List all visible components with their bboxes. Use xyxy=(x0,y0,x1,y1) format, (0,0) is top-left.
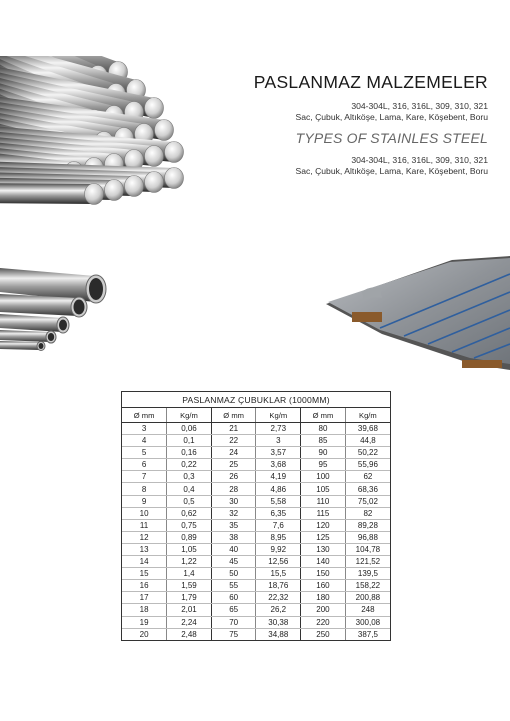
products-text: Sac, Çubuk, Altıköşe, Lama, Kare, Köşebent, Boru xyxy=(295,112,488,122)
diameter-cell: 16 xyxy=(122,580,167,592)
diameter-cell: 125 xyxy=(301,531,346,543)
weight-cell: 8,95 xyxy=(256,531,301,543)
diameter-header-3: Ø mm xyxy=(301,408,346,423)
products-text-2: Sac, Çubuk, Altıköşe, Lama, Kare, Köşebent, Boru xyxy=(295,166,488,176)
diameter-cell: 115 xyxy=(301,507,346,519)
grades-text: 304-304L, 316, 316L, 309, 310, 321 xyxy=(351,101,488,111)
diameter-cell: 40 xyxy=(211,543,256,555)
diameter-cell: 22 xyxy=(211,435,256,447)
diameter-cell: 90 xyxy=(301,447,346,459)
diameter-cell: 50 xyxy=(211,568,256,580)
diameter-cell: 32 xyxy=(211,507,256,519)
diameter-cell: 95 xyxy=(301,459,346,471)
pipes-image xyxy=(0,262,120,352)
diameter-cell: 38 xyxy=(211,531,256,543)
round-bars-image xyxy=(0,56,205,214)
weight-cell: 15,5 xyxy=(256,568,301,580)
diameter-cell: 19 xyxy=(122,616,167,628)
diameter-cell: 55 xyxy=(211,580,256,592)
diameter-cell: 8 xyxy=(122,483,167,495)
diameter-cell: 70 xyxy=(211,616,256,628)
diameter-cell: 120 xyxy=(301,519,346,531)
weight-cell: 26,2 xyxy=(256,604,301,616)
weight-cell: 96,88 xyxy=(345,531,390,543)
diameter-cell: 65 xyxy=(211,604,256,616)
weight-cell: 39,68 xyxy=(345,423,390,435)
table-header-row xyxy=(122,408,390,423)
table-row xyxy=(122,507,390,519)
diameter-cell: 21 xyxy=(211,423,256,435)
weight-cell: 2,73 xyxy=(256,423,301,435)
table-row xyxy=(122,568,390,580)
diameter-cell: 24 xyxy=(211,447,256,459)
diameter-cell: 30 xyxy=(211,495,256,507)
diameter-cell: 15 xyxy=(122,568,167,580)
weight-cell: 62 xyxy=(345,471,390,483)
sheets-image xyxy=(322,252,510,372)
page-title: PASLANMAZ MALZEMELER xyxy=(253,72,488,92)
diameter-cell: 80 xyxy=(301,423,346,435)
weight-cell: 0,3 xyxy=(167,471,212,483)
table-row xyxy=(122,459,390,471)
diameter-cell: 10 xyxy=(122,507,167,519)
diameter-cell: 75 xyxy=(211,628,256,640)
diameter-cell: 160 xyxy=(301,580,346,592)
weight-cell: 387,5 xyxy=(357,629,378,639)
table-row xyxy=(122,580,390,592)
weight-cell: 3,57 xyxy=(256,447,301,459)
weight-cell: 55,96 xyxy=(345,459,390,471)
table-row xyxy=(122,592,390,604)
weight-cell: 0,5 xyxy=(167,495,212,507)
weight-cell: 0,06 xyxy=(167,423,212,435)
diameter-cell: 14 xyxy=(122,556,167,568)
weight-cell: 1,05 xyxy=(167,543,212,555)
diameter-cell: 12 xyxy=(122,531,167,543)
weight-cell: 9,92 xyxy=(256,543,301,555)
weight-cell: 2,01 xyxy=(167,604,212,616)
weight-cell: 1,59 xyxy=(167,580,212,592)
weight-cell: 2,24 xyxy=(167,616,212,628)
weight-cell: 300,08 xyxy=(345,616,390,628)
weight-cell: 121,52 xyxy=(345,556,390,568)
diameter-cell: 150 xyxy=(301,568,346,580)
table-row xyxy=(122,435,390,447)
weight-cell: 30,38 xyxy=(256,616,301,628)
table-row xyxy=(122,616,390,628)
diameter-cell: 18 xyxy=(122,604,167,616)
weight-cell: 44,8 xyxy=(345,435,390,447)
weight-cell: 0,89 xyxy=(167,531,212,543)
bar-weight-table xyxy=(121,391,391,641)
weight-cell: 248 xyxy=(345,604,390,616)
weight-cell: 75,02 xyxy=(345,495,390,507)
diameter-cell: 20 xyxy=(122,628,167,640)
weight-header-3: Kg/m xyxy=(345,408,390,423)
diameter-header-1: Ø mm xyxy=(122,408,167,423)
weight-cell: 12,56 xyxy=(256,556,301,568)
diameter-cell: 60 xyxy=(211,592,256,604)
diameter-cell: 6 xyxy=(122,459,167,471)
diameter-cell: 140 xyxy=(301,556,346,568)
weight-cell: 6,35 xyxy=(256,507,301,519)
diameter-cell: 180 xyxy=(301,592,346,604)
weight-cell: 0,1 xyxy=(167,435,212,447)
weight-cell: 3 xyxy=(256,435,301,447)
table-row xyxy=(122,604,390,616)
weights-grid xyxy=(122,408,390,640)
weight-header-1: Kg/m xyxy=(167,408,212,423)
table-title: PASLANMAZ ÇUBUKLAR (1000MM) xyxy=(122,392,390,408)
diameter-cell: 17 xyxy=(122,592,167,604)
table-row xyxy=(122,471,390,483)
table-row xyxy=(122,519,390,531)
grades-text-2: 304-304L, 316, 316L, 309, 310, 321 xyxy=(351,155,488,165)
table-row xyxy=(122,628,390,640)
diameter-cell: 250 xyxy=(301,628,346,640)
header-block xyxy=(228,72,488,177)
weight-cell: 4,19 xyxy=(256,471,301,483)
weight-cell: 7,6 xyxy=(256,519,301,531)
diameter-cell: 3 xyxy=(122,423,167,435)
weight-cell: 89,28 xyxy=(345,519,390,531)
diameter-cell: 4 xyxy=(122,435,167,447)
weight-cell: 1,4 xyxy=(167,568,212,580)
table-row xyxy=(122,495,390,507)
diameter-cell: 130 xyxy=(301,543,346,555)
weight-cell: 0,4 xyxy=(167,483,212,495)
diameter-cell: 7 xyxy=(122,471,167,483)
table-row xyxy=(122,543,390,555)
diameter-cell: 9 xyxy=(122,495,167,507)
weight-cell: 50,22 xyxy=(345,447,390,459)
diameter-cell: 11 xyxy=(122,519,167,531)
diameter-cell: 100 xyxy=(301,471,346,483)
diameter-cell: 220 xyxy=(301,616,346,628)
diameter-cell: 13 xyxy=(122,543,167,555)
diameter-cell: 35 xyxy=(211,519,256,531)
diameter-cell: 26 xyxy=(211,471,256,483)
weight-header-2: Kg/m xyxy=(256,408,301,423)
weight-cell: 4,86 xyxy=(256,483,301,495)
weight-cell: 82 xyxy=(345,507,390,519)
weight-cell: 1,22 xyxy=(167,556,212,568)
weight-cell: 5,58 xyxy=(256,495,301,507)
table-row xyxy=(122,447,390,459)
page-subtitle: TYPES OF STAINLES STEEL xyxy=(295,130,488,146)
diameter-cell: 28 xyxy=(211,483,256,495)
weight-cell: 18,76 xyxy=(256,580,301,592)
diameter-header-2: Ø mm xyxy=(211,408,256,423)
weight-cell: 0,22 xyxy=(167,459,212,471)
diameter-cell: 85 xyxy=(301,435,346,447)
weight-cell: 2,48 xyxy=(167,628,212,640)
diameter-cell: 5 xyxy=(122,447,167,459)
diameter-cell: 45 xyxy=(211,556,256,568)
table-row xyxy=(122,556,390,568)
weight-cell: 0,62 xyxy=(167,507,212,519)
weight-cell: 1,79 xyxy=(167,592,212,604)
table-row xyxy=(122,483,390,495)
weight-cell: 0,16 xyxy=(167,447,212,459)
weight-cell: 22,32 xyxy=(256,592,301,604)
table-row xyxy=(122,531,390,543)
weight-cell: 68,36 xyxy=(345,483,390,495)
weight-cell: 200,88 xyxy=(345,592,390,604)
weight-cell: 0,75 xyxy=(167,519,212,531)
weight-cell: 3,68 xyxy=(256,459,301,471)
diameter-cell: 105 xyxy=(301,483,346,495)
diameter-cell: 200 xyxy=(301,604,346,616)
weight-cell: 104,78 xyxy=(345,543,390,555)
weight-cell: 158,22 xyxy=(345,580,390,592)
table-row xyxy=(122,423,390,435)
weight-cell: 34,88 xyxy=(256,628,301,640)
diameter-cell: 25 xyxy=(211,459,256,471)
weight-cell: 139,5 xyxy=(345,568,390,580)
diameter-cell: 110 xyxy=(301,495,346,507)
